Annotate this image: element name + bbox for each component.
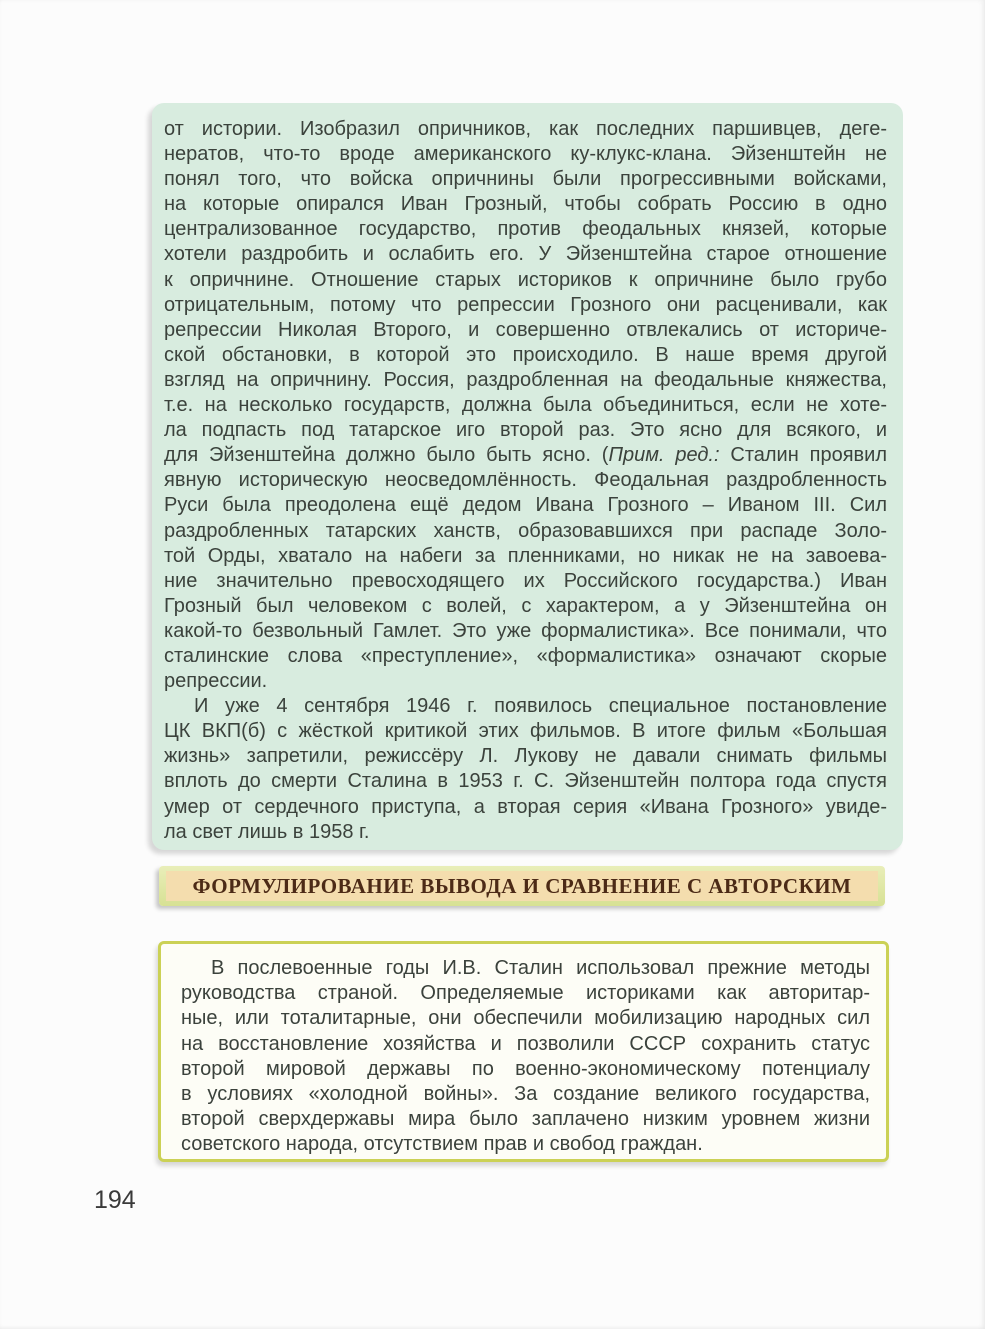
text-line: руководства страной. Определяемые историками как авторитар- xyxy=(181,982,870,1005)
text-line: централизованное государство, против феодальных князей, которые xyxy=(164,218,887,241)
text-line: И уже 4 сентября 1946 г. появилось специальное постановление xyxy=(194,695,887,718)
text-line: на которые опирался Иван Грозный, чтобы собрать Россию в одно xyxy=(164,193,887,216)
excerpt-text-box xyxy=(152,103,903,850)
text-line: раздробленных татарских ханств, образовавшихся при распаде Золо- xyxy=(164,519,887,542)
text-line: на восстановление хозяйства и позволили СССР сохранить статус xyxy=(181,1032,870,1055)
section-header-inner xyxy=(166,871,878,901)
text-line: явную историческую неосведомлённость. Феодальная раздробленность xyxy=(164,469,887,492)
text-line: ла свет лишь в 1958 г. xyxy=(164,820,370,843)
text-line: советского народа, отсутствием прав и свобод граждан. xyxy=(181,1133,703,1156)
section-header-banner xyxy=(159,866,885,906)
text-line: для Эйзенштейна должно было быть ясно. (Прим. ред.: Сталин проявил xyxy=(164,444,887,467)
text-line: ла подпасть под татарское иго второй раз. Это ясно для всякого, и xyxy=(164,419,887,442)
text-line: к опричнине. Отношение старых историков к опричнине было грубо xyxy=(164,268,887,291)
text-line: хотели раздробить и ослабить его. У Эйзенштейна старое отношение xyxy=(164,243,887,266)
text-line: какой-то безвольный Гамлет. Это уже формалистика». Все понимали, что xyxy=(164,619,887,642)
text-line: взгляд на опричнину. Россия, раздробленная на феодальные княжества, xyxy=(164,368,887,391)
text-line: Грозный был человеком с волей, с характером, а у Эйзенштейна он xyxy=(164,594,887,617)
text-line: т.е. на несколько государств, должна была объединиться, если не хоте- xyxy=(164,394,887,417)
text-line: ные, или тоталитарные, они обеспечили мобилизацию народных сил xyxy=(181,1007,870,1030)
section-header-title: ФОРМУЛИРОВАНИЕ ВЫВОДА И СРАВНЕНИЕ С АВТОРСКИМ xyxy=(192,873,852,898)
page-number: 194 xyxy=(94,1186,136,1214)
text-line: в условиях «холодной войны». За создание великого государства, xyxy=(181,1083,870,1106)
text-line: сталинские слова «преступление», «формалистика» означают скорые xyxy=(164,644,887,667)
text-line: умер от сердечного приступа, а вторая серия «Ивана Грозного» увиде- xyxy=(164,795,887,818)
conclusion-box xyxy=(158,941,889,1162)
text-line: от истории. Изобразил опричников, как последних паршивцев, деге- xyxy=(164,118,887,140)
text-line: жизнь» запретили, режиссёру Л. Лукову не давали снимать фильмы xyxy=(164,745,887,768)
text-line: репрессии. xyxy=(164,670,268,693)
text-line: ЦК ВКП(б) с жёсткой критикой этих фильмов. В итоге фильм «Большая xyxy=(164,720,887,743)
text-line: понял того, что войска опричнины были прогрессивными войсками, xyxy=(164,168,887,191)
text-line: ской обстановки, в которой это происходило. В наше время другой xyxy=(164,343,887,366)
text-line: второй сверхдержавы мира было заплачено низким уровнем жизни xyxy=(181,1108,870,1131)
text-line: В послевоенные годы И.В. Сталин использовал прежние методы xyxy=(211,957,870,979)
text-line: Руси была преодолена ещё дедом Ивана Грозного – Иваном III. Сил xyxy=(164,494,887,517)
text-line: вплоть до смерти Сталина в 1953 г. С. Эйзенштейн полтора года спустя xyxy=(164,770,887,793)
text-line: отрицательным, потому что репрессии Грозного они расценивали, как xyxy=(164,293,887,316)
text-line: второй мировой державы по военно-экономическому потенциалу xyxy=(181,1057,870,1080)
text-line: нератов, что-то вроде американского ку-клукс-клана. Эйзенштейн не xyxy=(164,143,887,166)
text-line: той Орды, хватало на набеги за пленниками, но никак не на завоева- xyxy=(164,544,887,567)
text-line: репрессии Николая Второго, и совершенно отвлекались от историче- xyxy=(164,318,887,341)
text-line: ние значительно превосходящего их Российского государства.) Иван xyxy=(164,569,887,592)
